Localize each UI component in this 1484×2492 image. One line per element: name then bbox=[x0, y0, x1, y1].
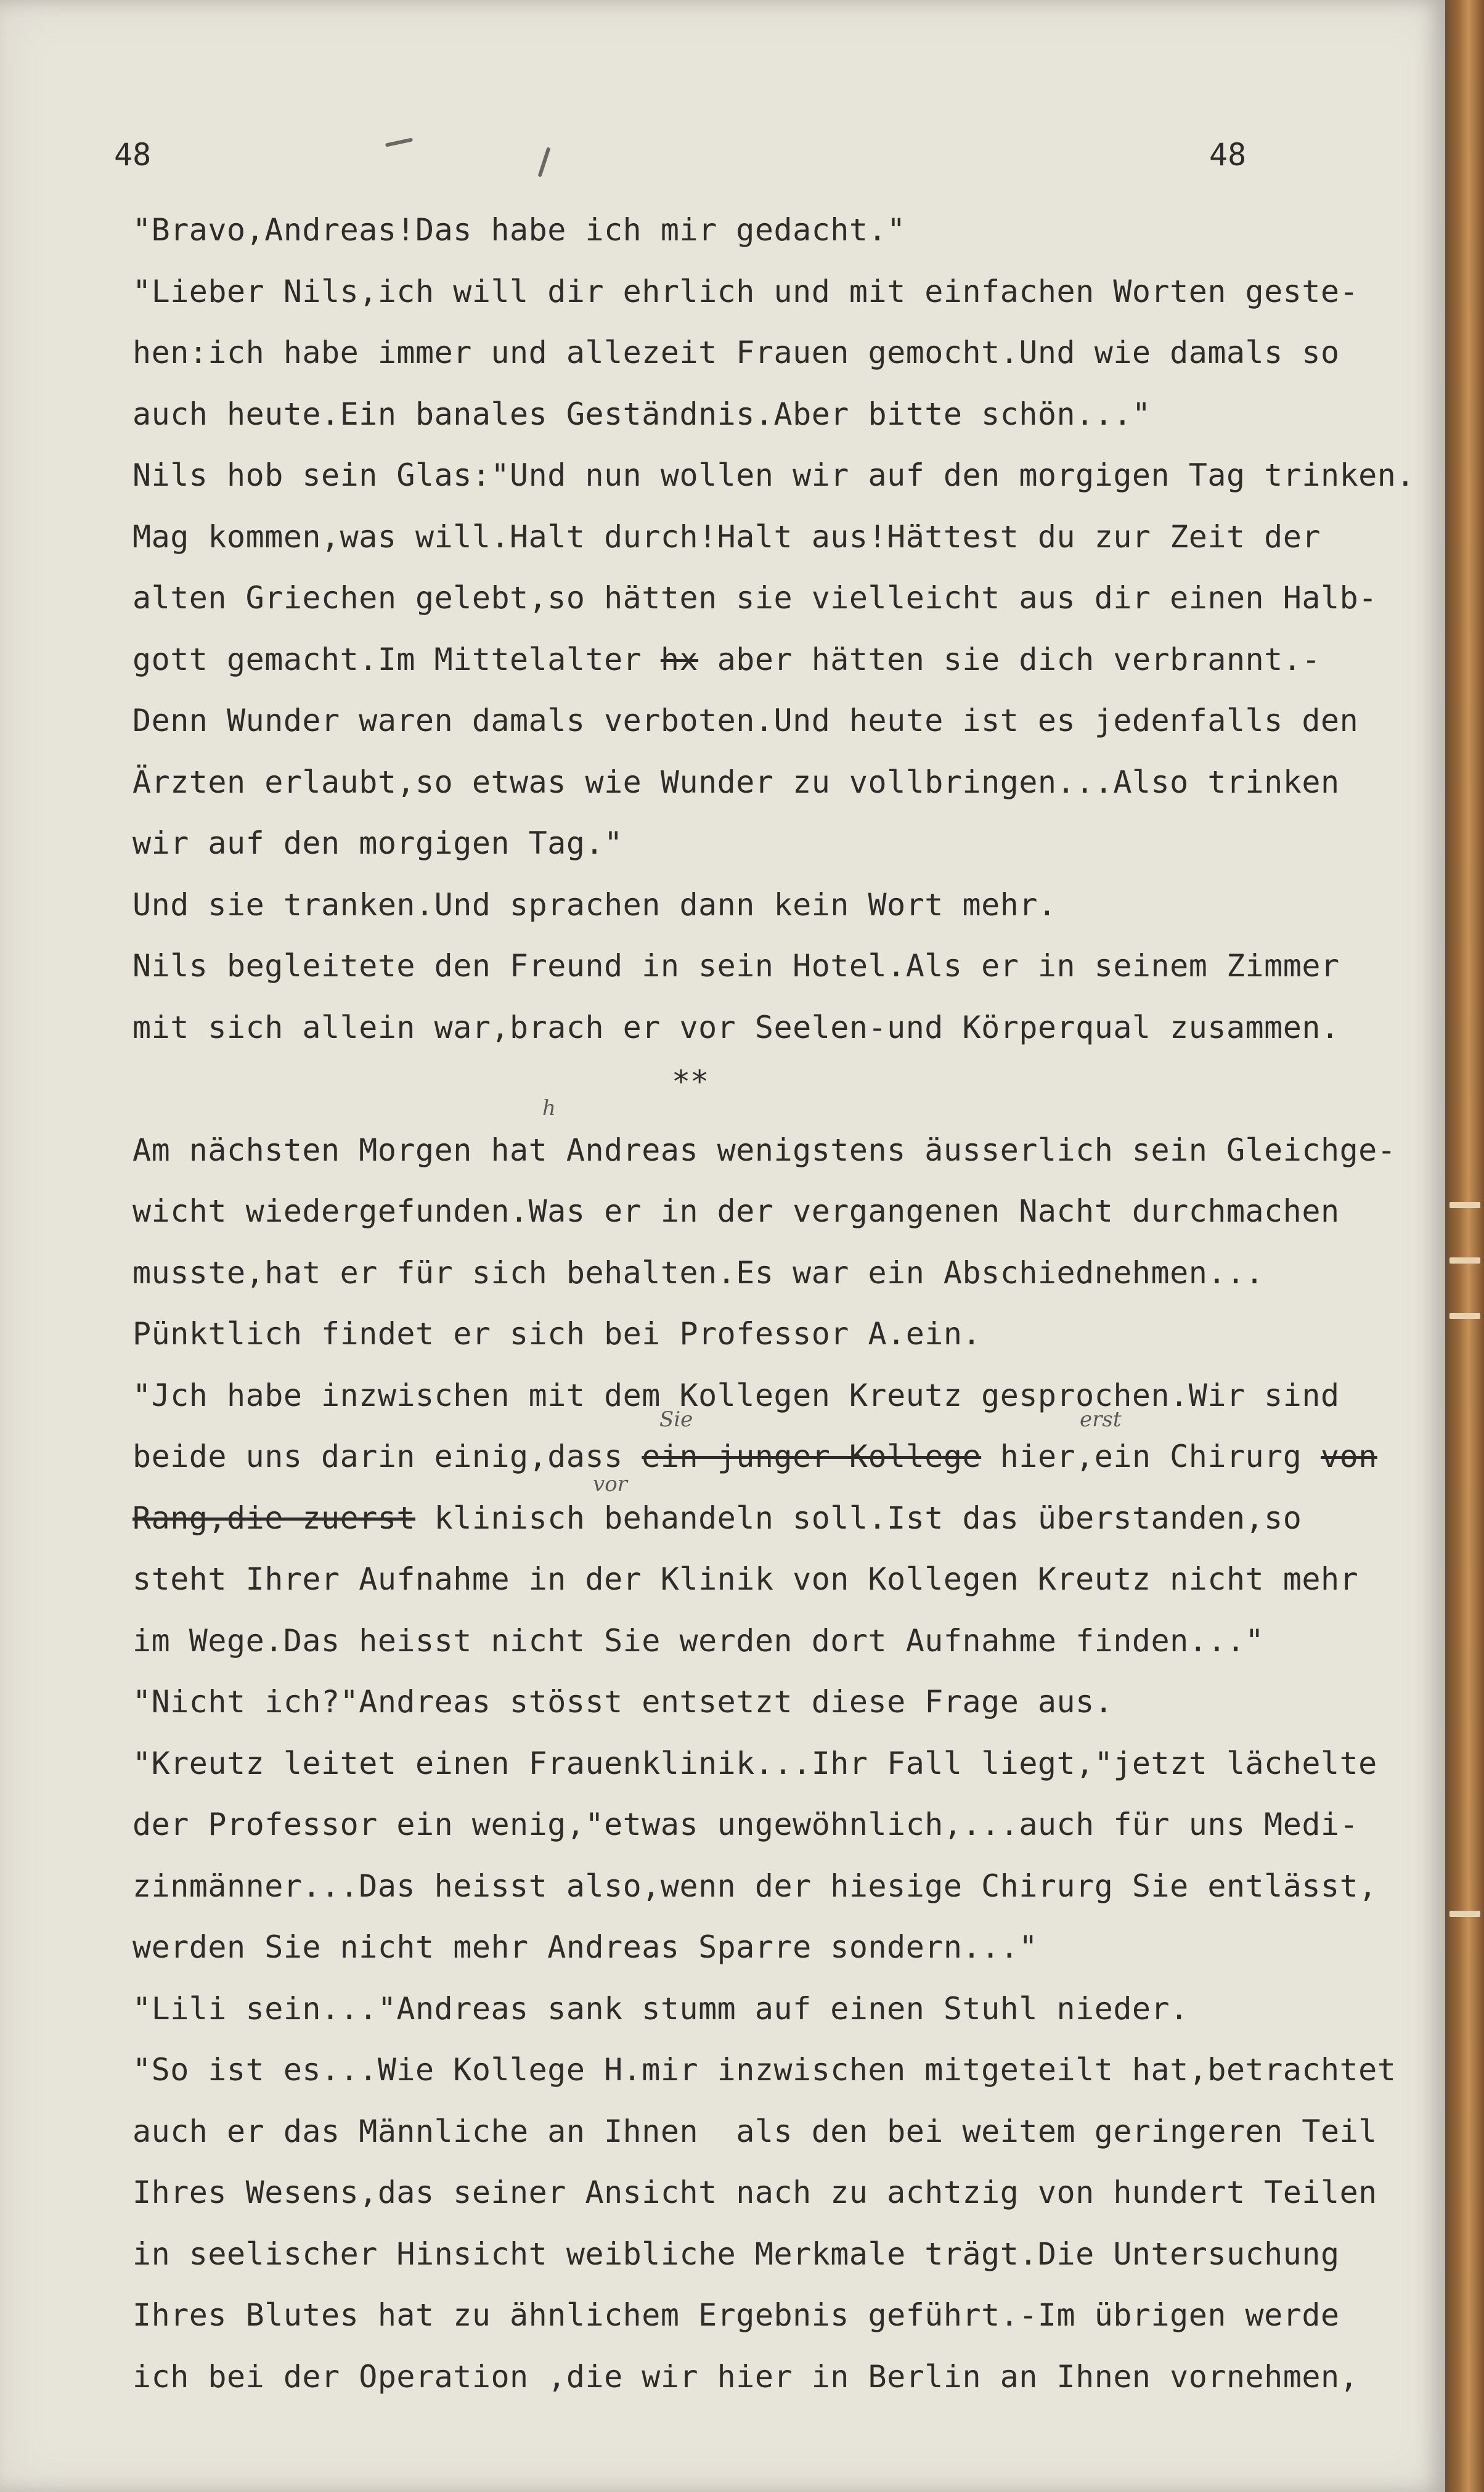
text-line bbox=[132, 1365, 1421, 1427]
text-line bbox=[132, 2285, 1421, 2347]
text-line bbox=[132, 997, 1421, 1059]
line-text: steht Ihrer Aufnahme in der Klinik von Kollegen Kreutz nicht mehr bbox=[132, 1561, 1359, 1597]
line-text: "Lili sein..."Andreas sank stumm auf einen Stuhl nieder. bbox=[132, 1990, 1189, 2027]
text-line bbox=[132, 690, 1421, 752]
line-text: hier,ein Chirurg bbox=[981, 1439, 1321, 1474]
text-line bbox=[132, 1917, 1421, 1979]
line-text: "Jch habe inzwischen mit dem Kollegen Kreutz gesprochen.Wir sind bbox=[132, 1377, 1340, 1413]
text-line bbox=[132, 1611, 1421, 1672]
line-text: aber hätten sie dich verbrannt.- bbox=[698, 641, 1321, 677]
line-text: Ärzten erlaubt,so etwas wie Wunder zu vollbringen...Also trinken bbox=[132, 764, 1340, 800]
book-page-edge bbox=[1445, 0, 1484, 2492]
text-line bbox=[132, 1856, 1421, 1918]
text-line bbox=[132, 1488, 1421, 1550]
page-tab bbox=[1449, 1911, 1480, 1917]
text-line bbox=[132, 936, 1421, 997]
text-line bbox=[132, 445, 1421, 507]
text-line bbox=[132, 1120, 1421, 1182]
text-line bbox=[132, 2347, 1421, 2408]
page-number-right: 48 bbox=[1209, 137, 1247, 173]
line-text: mit sich allein war,brach er vor Seelen-und Körperqual zusammen. bbox=[132, 1009, 1340, 1045]
line-text: auch heute.Ein banales Geständnis.Aber bitte schön..." bbox=[132, 396, 1151, 432]
line-text: im Wege.Das heisst nicht Sie werden dort Aufnahme finden..." bbox=[132, 1622, 1265, 1659]
text-line bbox=[132, 1304, 1421, 1365]
handwritten-insert-sie: Sie bbox=[659, 1407, 693, 1432]
line-text: Mag kommen,was will.Halt durch!Halt aus!Hättest du zur Zeit der bbox=[132, 518, 1321, 555]
line-text: "So ist es...Wie Kollege H.mir inzwischen mitgeteilt hat,betrachtet bbox=[132, 2052, 1396, 2088]
typed-text-body bbox=[132, 200, 1421, 2408]
section-separator: ** bbox=[672, 1064, 709, 1100]
text-line bbox=[132, 2101, 1421, 2163]
text-line bbox=[132, 1426, 1421, 1488]
text-line bbox=[132, 507, 1421, 568]
line-text: klinisch behandeln soll.Ist das überstanden,so bbox=[415, 1500, 1302, 1536]
text-line bbox=[132, 875, 1421, 936]
line-text: "Nicht ich?"Andreas stösst entsetzt diese Frage aus. bbox=[132, 1684, 1114, 1720]
line-text: ich bei der Operation ,die wir hier in Berlin an Ihnen vornehmen, bbox=[132, 2358, 1359, 2395]
page-number-left: 48 bbox=[114, 137, 152, 173]
line-text: "Lieber Nils,ich will dir ehrlich und mit einfachen Worten geste- bbox=[132, 273, 1359, 309]
text-line bbox=[132, 2224, 1421, 2286]
line-text: Nils hob sein Glas:"Und nun wollen wir auf den morgigen Tag trinken. bbox=[132, 457, 1415, 493]
text-line bbox=[132, 568, 1421, 629]
struck-text: ein junger Kollege bbox=[642, 1439, 982, 1474]
handwritten-insert-h: h bbox=[542, 1096, 556, 1121]
line-text: Am nächsten Morgen hat Andreas wenigstens äusserlich sein Gleichge- bbox=[132, 1132, 1396, 1168]
text-line bbox=[132, 752, 1421, 814]
line-text: Ihres Blutes hat zu ähnlichem Ergebnis geführt.-Im übrigen werde bbox=[132, 2297, 1340, 2333]
text-line bbox=[132, 200, 1421, 261]
text-line bbox=[132, 322, 1421, 384]
struck-text: von bbox=[1321, 1439, 1377, 1474]
line-text: zinmänner...Das heisst also,wenn der hiesige Chirurg Sie entlässt, bbox=[132, 1868, 1377, 1904]
text-line bbox=[132, 1733, 1421, 1795]
text-line bbox=[132, 1672, 1421, 1733]
pencil-mark bbox=[385, 137, 413, 147]
text-line bbox=[132, 1243, 1421, 1304]
line-text: Denn Wunder waren damals verboten.Und heute ist es jedenfalls den bbox=[132, 703, 1359, 738]
text-line bbox=[132, 1979, 1421, 2040]
page-tab bbox=[1449, 1257, 1480, 1264]
line-text: der Professor ein wenig,"etwas ungewöhnlich,...auch für uns Medi- bbox=[132, 1807, 1359, 1842]
line-text: "Bravo,Andreas!Das habe ich mir gedacht." bbox=[132, 212, 906, 248]
line-text: Pünktlich findet er sich bei Professor A.ein. bbox=[132, 1316, 982, 1352]
text-line bbox=[132, 1794, 1421, 1856]
line-text: gott gemacht.Im Mittelalter bbox=[132, 641, 661, 677]
line-text: wicht wiedergefunden.Was er in der vergangenen Nacht durchmachen bbox=[132, 1193, 1340, 1229]
line-text: wir auf den morgigen Tag." bbox=[132, 825, 623, 861]
page-tab bbox=[1449, 1313, 1480, 1319]
line-text: Ihres Wesens,das seiner Ansicht nach zu achtzig von hundert Teilen bbox=[132, 2175, 1377, 2210]
text-line bbox=[132, 629, 1421, 691]
line-text: Und sie tranken.Und sprachen dann kein Wort mehr. bbox=[132, 886, 1057, 923]
text-line bbox=[132, 261, 1421, 323]
handwritten-insert-erst: erst bbox=[1080, 1407, 1122, 1432]
line-text: musste,hat er für sich behalten.Es war ein Abschiednehmen... bbox=[132, 1254, 1265, 1291]
line-text: alten Griechen gelebt,so hätten sie vielleicht aus dir einen Halb- bbox=[132, 580, 1377, 616]
line-text: auch er das Männliche an Ihnen als den bei weitem geringeren Teil bbox=[132, 2113, 1377, 2149]
text-line bbox=[132, 813, 1421, 875]
pencil-mark bbox=[537, 147, 550, 177]
struck-text: Rang,die zuerst bbox=[132, 1500, 416, 1536]
line-text: in seelischer Hinsicht weibliche Merkmale trägt.Die Untersuchung bbox=[132, 2236, 1340, 2272]
text-line bbox=[132, 384, 1421, 446]
struck-text: hx bbox=[660, 641, 699, 677]
handwritten-insert-vor: vor bbox=[593, 1472, 627, 1497]
line-text: werden Sie nicht mehr Andreas Sparre sondern..." bbox=[132, 1929, 1038, 1965]
line-text: hen:ich habe immer und allezeit Frauen gemocht.Und wie damals so bbox=[132, 335, 1340, 370]
text-line bbox=[132, 2162, 1421, 2224]
text-line bbox=[132, 1549, 1421, 1611]
line-text: Nils begleitete den Freund in sein Hotel.Als er in seinem Zimmer bbox=[132, 948, 1340, 984]
page-tab bbox=[1449, 1202, 1480, 1208]
text-line bbox=[132, 2040, 1421, 2101]
text-line bbox=[132, 1181, 1421, 1243]
line-text: beide uns darin einig,dass bbox=[132, 1439, 642, 1474]
line-text: "Kreutz leitet einen Frauenklinik...Ihr Fall liegt,"jetzt lächelte bbox=[132, 1745, 1377, 1781]
text-line bbox=[132, 1058, 1421, 1120]
